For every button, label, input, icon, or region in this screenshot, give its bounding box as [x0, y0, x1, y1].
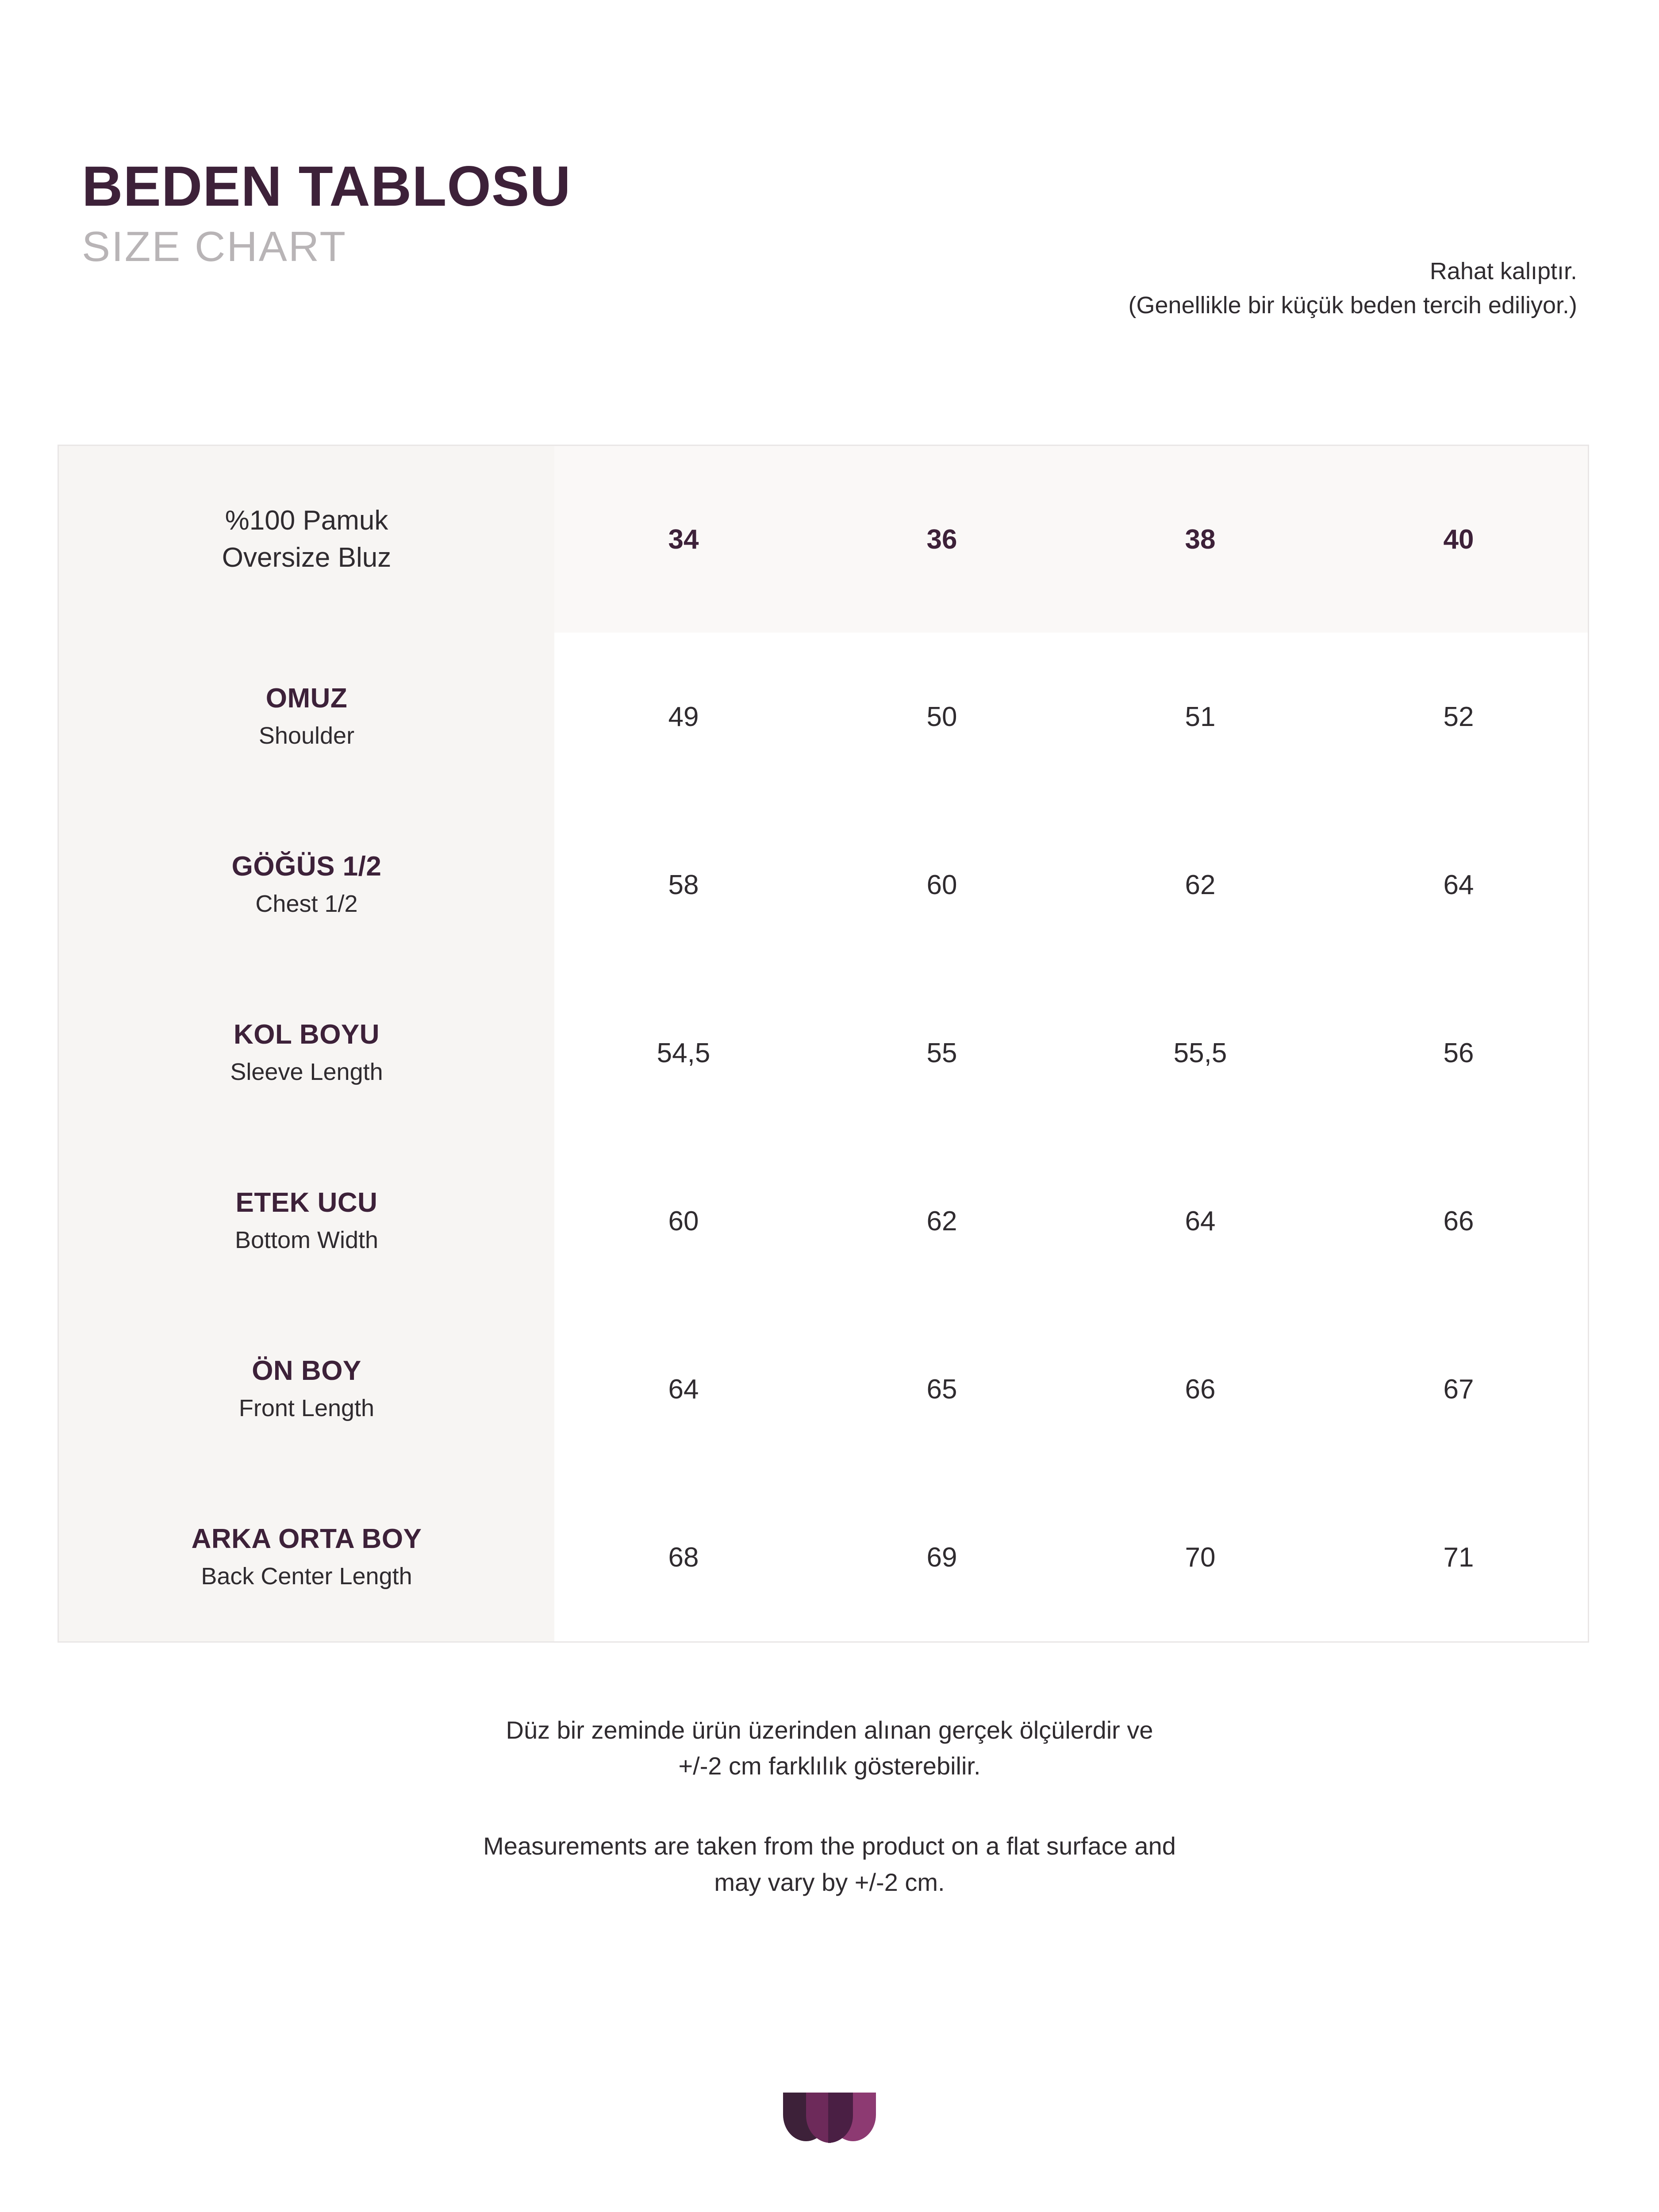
- fit-note-line-2: (Genellikle bir küçük beden tercih ediliyor.): [1128, 292, 1577, 319]
- brand-mark-icon: [779, 2088, 880, 2146]
- cell-sleeve-40: 56: [1329, 969, 1588, 1137]
- table-row: [59, 969, 1588, 1137]
- cell-shoulder-38: 51: [1071, 633, 1329, 801]
- note-turkish: [0, 1712, 1659, 1784]
- note-en-line-2: may vary by +/-2 cm.: [714, 1868, 945, 1896]
- cell-chest-36: 60: [813, 801, 1071, 969]
- cell-back-40: 71: [1329, 1473, 1588, 1641]
- cell-bottom-36: 62: [813, 1137, 1071, 1305]
- measurement-label-en: Bottom Width: [234, 1227, 379, 1254]
- note-english: [0, 1828, 1659, 1900]
- header: [58, 0, 1601, 319]
- size-header-36: 36: [813, 446, 1071, 633]
- measurement-label-tr: ETEK UCU: [235, 1187, 378, 1218]
- cell-back-38: 70: [1071, 1473, 1329, 1641]
- cell-chest-40: 64: [1329, 801, 1588, 969]
- size-header-40: 40: [1329, 446, 1588, 633]
- page-title: BEDEN TABLOSU: [82, 155, 571, 218]
- table-row: [59, 1137, 1588, 1305]
- product-name-line-1: %100 Pamuk: [225, 505, 388, 536]
- cell-bottom-34: 60: [554, 1137, 813, 1305]
- measurement-label-tr: OMUZ: [265, 683, 348, 714]
- cell-front-40: 67: [1329, 1305, 1588, 1473]
- table-header-row: [59, 446, 1588, 633]
- measurement-label-en: Back Center Length: [201, 1563, 412, 1590]
- measurement-label-shoulder: [59, 633, 554, 801]
- size-header-34: 34: [554, 446, 813, 633]
- table-row: [59, 633, 1588, 801]
- measurement-label-en: Front Length: [238, 1395, 375, 1422]
- cell-sleeve-34: 54,5: [554, 969, 813, 1137]
- note-tr-line-1: Düz bir zeminde ürün üzerinden alınan gerçek ölçülerdir ve: [506, 1716, 1153, 1744]
- cell-bottom-38: 64: [1071, 1137, 1329, 1305]
- measurement-label-en: Sleeve Length: [230, 1059, 383, 1086]
- table-row: [59, 1305, 1588, 1473]
- cell-shoulder-36: 50: [813, 633, 1071, 801]
- cell-sleeve-36: 55: [813, 969, 1071, 1137]
- cell-back-36: 69: [813, 1473, 1071, 1641]
- fit-note: [1129, 254, 1577, 322]
- measurement-label-chest: [59, 801, 554, 969]
- cell-shoulder-34: 49: [554, 633, 813, 801]
- cell-chest-38: 62: [1071, 801, 1329, 969]
- measurement-label-tr: ÖN BOY: [252, 1356, 361, 1386]
- measurement-label-back-center-length: [59, 1473, 554, 1641]
- cell-front-36: 65: [813, 1305, 1071, 1473]
- measurement-label-en: Chest 1/2: [255, 891, 358, 918]
- product-name-cell: [59, 446, 554, 633]
- measurement-label-front-length: [59, 1305, 554, 1473]
- measurement-label-tr: KOL BOYU: [233, 1019, 380, 1050]
- size-table-container: [58, 445, 1589, 1643]
- cell-back-34: 68: [554, 1473, 813, 1641]
- measurement-label-sleeve: [59, 969, 554, 1137]
- cell-chest-34: 58: [554, 801, 813, 969]
- note-tr-line-2: +/-2 cm farklılık gösterebilir.: [678, 1752, 981, 1780]
- product-name-line-2: Oversize Bluz: [222, 542, 392, 573]
- cell-front-34: 64: [554, 1305, 813, 1473]
- measurement-label-tr: ARKA ORTA BOY: [191, 1524, 422, 1555]
- cell-bottom-40: 66: [1329, 1137, 1588, 1305]
- measurement-label-tr: GÖĞÜS 1/2: [231, 851, 382, 882]
- page-subtitle: SIZE CHART: [82, 223, 347, 271]
- size-header-38: 38: [1071, 446, 1329, 633]
- note-en-line-1: Measurements are taken from the product on a flat surface and: [483, 1832, 1176, 1860]
- cell-front-38: 66: [1071, 1305, 1329, 1473]
- table-row: [59, 1473, 1588, 1641]
- table-row: [59, 801, 1588, 969]
- fit-note-line-1: Rahat kalıptır.: [1429, 258, 1577, 284]
- measurement-label-bottom-width: [59, 1137, 554, 1305]
- cell-sleeve-38: 55,5: [1071, 969, 1329, 1137]
- footer-notes: [0, 1712, 1659, 1900]
- cell-shoulder-40: 52: [1329, 633, 1588, 801]
- measurement-label-en: Shoulder: [258, 722, 355, 749]
- title-block: [82, 157, 571, 272]
- size-table: [59, 446, 1588, 1641]
